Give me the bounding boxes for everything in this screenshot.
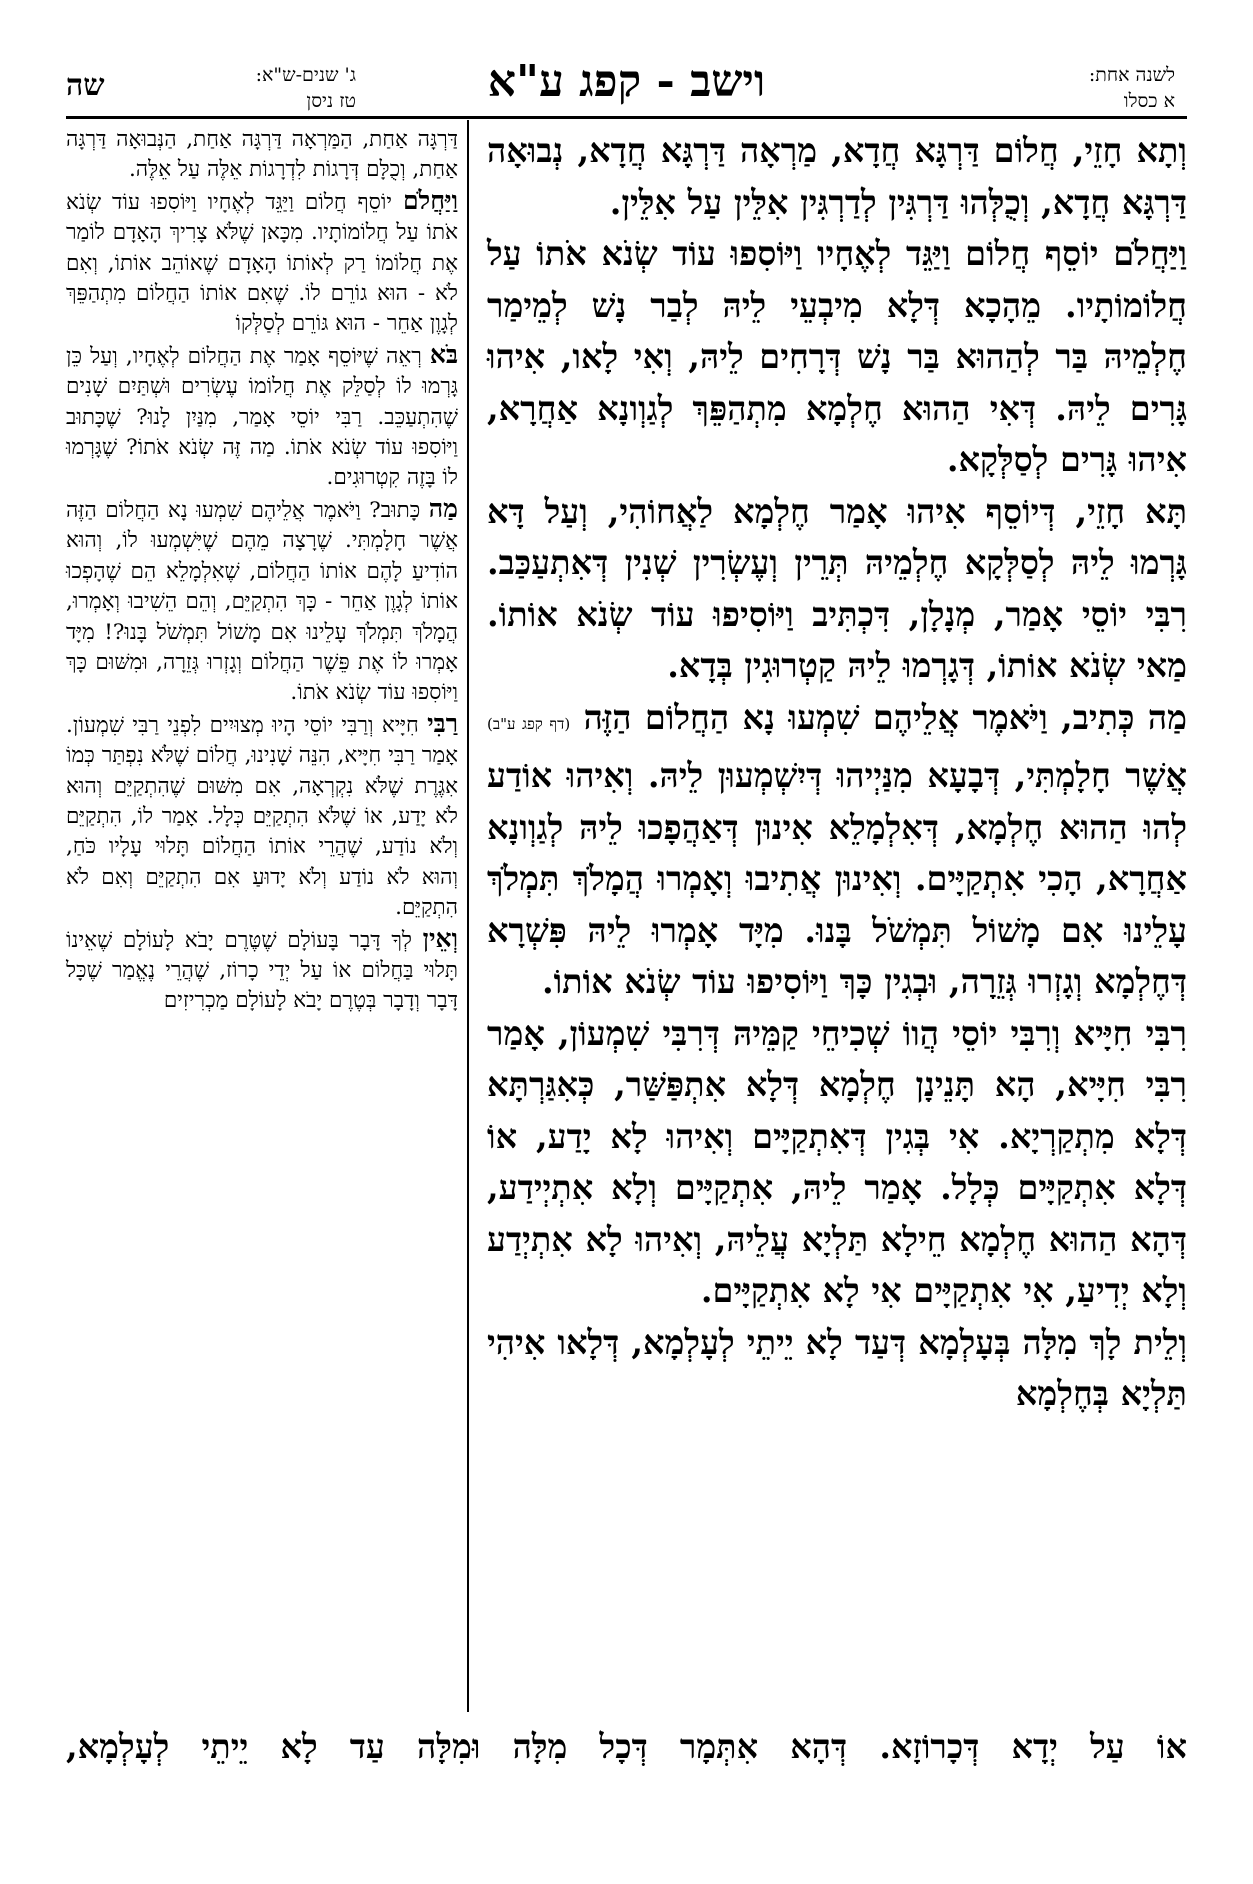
header-right-line1: לשנה אחת:: [1088, 64, 1175, 86]
translation-lead-word: וַיַּחֲלֹם: [402, 185, 458, 215]
translation-column: [66, 125, 458, 1715]
translation-paragraph-5: [66, 709, 458, 924]
main-paragraph-3: תָּא חָזֵי, דְּיוֹסֵף אִיהוּ אָמַר חֶלְמָא לַאֲחוֹהִי, וְעַל דָּא גָּרְמוּ לֵיהּ לְסַלְּקָא חֶלְמֵיהּ תְּרֵין וְעֶשְׂרִין שְׁנִין דְּאִתְעַכַּב. רִבִּי יוֹסֵי אָמַר, מְנָלָן, דִּכְתִּיב וַיּוֹסִיפוּ עוֹד שְׂנֹא אוֹתוֹ. מַאי שְׂנֹא אוֹתוֹ, דְּגָרְמוּ לֵיהּ קַטְרוּגִין בְּדָא.: [487, 491, 1187, 685]
translation-paragraph-4: [66, 494, 458, 709]
main-paragraph-6: וְלֵית לָךְ מִלָּה בְּעָלְמָא דְּעַד לָא יֵיתֵי לְעָלְמָא, דְּלָאו אִיהִי תַּלְיָא בְּחֶלְמָא: [487, 1322, 1188, 1413]
main-paragraph-4-start: מַה כְּתִיב, וַיֹּאמֶר אֲלֵיהֶם שִׁמְעוּ נָא הַחֲלוֹם הַזֶּה: [583, 697, 1187, 737]
main-paragraph-5: רִבִּי חִיָּיא וְרִבִּי יוֹסֵי הֲווֹ שְׁכִיחֵי קַמֵּיהּ דְּרִבִּי שִׁמְעוֹן, אָמַר רִבִּי חִיָּיא, הָא תָּנֵינָן חֶלְמָא דְּלָא אִתְפַּשַּׁר, כְּאִגַּרְתָּא דְּלָא מִתְקַרְיָא. אִי בְּגִין דְּאִתְקַיָּים וְאִיהוּ לָא יָדַע, אוֹ דְּלָא אִתְקַיָּים כְּלָל. אָמַר לֵיהּ, אִתְקַיָּים וְלָא אִתְיְידַע, דְּהָא הַהוּא חֶלְמָא חֵילָא תַּלְיָא עֲלֵיהּ, וְאִיהוּ לָא אִתְיְדַע וְלָא יְדִיעַ, אִי אִתְקַיָּים אִי לָא אִתְקַיָּים.: [487, 1013, 1187, 1310]
page-reference: (דף קפג ע"ב): [487, 714, 571, 733]
translation-paragraph-3: [66, 340, 458, 494]
column-divider: [467, 120, 469, 1712]
header-left-line2: טז ניסן: [306, 90, 356, 112]
main-paragraph-1: וְתָא חָזֵי, חֲלוֹם דַּרְגָּא חֲדָא, מַרְאָה דַּרְגָּא חֲדָא, נְבוּאָה דַּרְגָּא חֲדָא, וְכֻלְּהוּ דַּרְגִּין לְדַרְגִּין אִלֵּין עַל אִלֵּין.: [487, 131, 1187, 222]
translation-paragraph-6: [66, 924, 458, 1017]
main-paragraph-4-rest: אֲשֶׁר חָלָמְתִּי, דְּבָעָא מִנַּיְיהוּ דְּיִשְׁמְעוּן לֵיהּ. וְאִיהוּ אוֹדַע לְהוּ הַהוּא חֶלְמָא, דְּאִלְמָלֵא אִינוּן דְּאַהֲפָכוּ לֵיהּ לְגַוְונָא אַחֲרָא, הָכִי אִתְקַיָּים. וְאִינוּן אֲתִיבוּ וְאָמְרוּ הֲמָלֹךְ תִּמְלֹךְ עָלֵינוּ אִם מָשׁוֹל תִּמְשֹׁל בָּנוּ. מִיָּד אָמְרוּ לֵיהּ פִּשְׁרָא דְּחֶלְמָא וְגָזְרוּ גְּזֵרָה, וּבְגִין כָּךְ וַיּוֹסִיפוּ עוֹד שְׂנֹא אוֹתוֹ.: [487, 756, 1187, 1001]
translation-lead-word: רַבִּי: [427, 708, 458, 738]
page-title: וישב - קפג ע"א: [487, 56, 766, 107]
translation-text: לְךָ דָּבָר בָּעוֹלָם שֶׁטֶּרֶם יָבֹא לָעוֹלָם שֶׁאֵינוֹ תָּלוּי בַּחֲלוֹם אוֹ עַל יְדֵי כָרוֹז, שֶׁהֲרֵי נֶאֱמַר שֶׁכָּל דָּבָר וְדָבָר בְּטֶרֶם יָבֹא לָעוֹלָם מַכְרִיזִים: [66, 927, 458, 1014]
translation-lead-word: מַה: [428, 493, 458, 523]
main-paragraph-2: וַיַּחֲלֹם יוֹסֵף חֲלוֹם וַיַּגֵּד לְאֶחָיו וַיּוֹסִפוּ עוֹד שְׂנֹא אֹתוֹ עַל חֲלוֹמוֹתָיו. מֵהָכָא דְּלָא מִיבְעֵי לֵיהּ לְבַר נָשׁ לְמֵימַר חֶלְמֵיהּ בַּר לְהַהוּא בַּר נָשׁ דְּרָחִים לֵיהּ, וְאִי לָאו, אִיהוּ גָּרִים לֵיהּ. דְּאִי הַהוּא חֶלְמָא מִתְהַפֵּךְ לְגַוְונָא אַחֲרָא, אִיהוּ גָּרִים לְסַלְּקָא.: [487, 234, 1187, 479]
translation-text: כָּתוּב? וַיֹּאמֶר אֲלֵיהֶם שִׁמְעוּ נָא הַחֲלוֹם הַזֶּה אֲשֶׁר חָלָמְתִּי. שֶׁרָצָה מֵהֶם שֶׁיִּשְׁמְעוּ לוֹ, וְהוּא הוֹדִיעַ לָהֶם אוֹתוֹ הַחֲלוֹם, שֶׁאִלְמָלֵא הֵם שֶׁהָפְכוּ אוֹתוֹ לְגָוֶן אַחֵר - כָּךְ הִתְקַיֵּם, וְהֵם הֵשִׁיבוּ וְאָמְרוּ, הֲמָלֹךְ תִּמְלֹךְ עָלֵינוּ אִם מָשׁוֹל תִּמְשֹׁל בָּנוּ?! מִיָּד אָמְרוּ לוֹ אֶת פֵּשֶׁר הַחֲלוֹם וְגָזְרוּ גְּזֵרָה, וּמִשּׁוּם כָּךְ וַיּוֹסִפוּ עוֹד שְׂנֹא אֹתוֹ.: [66, 497, 458, 706]
header-left-block: [66, 62, 356, 118]
translation-paragraph-1: דַּרְגָּה אַחַת, הַמַּרְאָה דַּרְגָּה אַחַת, הַנְּבוּאָה דַּרְגָּה אַחַת, וְכֻלָּם דְּרָגוֹת לִדְרָגוֹת אֵלֶּה עַל אֵלֶּה.: [66, 127, 458, 183]
translation-text: חִיָּיא וְרַבִּי יוֹסֵי הָיוּ מְצוּיִים לִפְנֵי רַבִּי שִׁמְעוֹן. אָמַר רַבִּי חִיָּיא, הִנֵּה שָׁנִינוּ, חֲלוֹם שֶׁלֹּא נִפְתַּר כְּמוֹ אִגֶּרֶת שֶׁלֹּא נִקְרְאָה, אִם מִשּׁוּם שֶׁהִתְקַיֵּם וְהוּא לֹא יָדַע, אוֹ שֶׁלֹּא הִתְקַיֵּם כְּלָל. אָמַר לוֹ, הִתְקַיֵּם וְלֹא נוֹדַע, שֶׁהֲרֵי אוֹתוֹ הַחֲלוֹם תָּלוּי עָלָיו כֹּחַ, וְהוּא לֹא נוֹדַע וְלֹא יָדוּעַ אִם הִתְקַיֵּם וְאִם לֹא הִתְקַיֵּם.: [66, 712, 458, 921]
bottom-continuation-line: אוֹ עַל יְדָא דְּכָרוֹזָא. דְּהָא אִתְּמָר דְּכָל מִלָּה וּמִלָּה עַד לָא יֵיתֵי לְעָלְמָא,: [66, 1727, 1187, 1766]
header-divider: [66, 116, 1187, 119]
translation-lead-word: בֹּא: [429, 339, 458, 369]
page-number: שה: [66, 68, 105, 103]
header-left-line1: ג' שנים-ש"א:: [255, 64, 356, 86]
header-right-line2: א כסלו: [1123, 90, 1175, 112]
translation-text: רְאֵה שֶׁיּוֹסֵף אָמַר אֶת הַחֲלוֹם לְאֶחָיו, וְעַל כֵּן גָּרְמוּ לוֹ לְסַלֵּק אֶת חֲלוֹמוֹ עֶשְׂרִים וּשְׁתַּיִם שָׁנִים שֶׁהִתְעַכֵּב. רַבִּי יוֹסֵי אָמַר, מִנַּיִן לָנוּ? שֶׁכָּתוּב וַיּוֹסִפוּ עוֹד שְׂנֹא אֹתוֹ. מַה זֶּה שְׂנֹא אֹתוֹ? שֶׁגָּרְמוּ לוֹ בָּזֶה קִטְרוּגִים.: [66, 343, 458, 491]
main-text-column: [487, 125, 1187, 1720]
translation-paragraph-2: [66, 186, 458, 340]
translation-text: יוֹסֵף חֲלוֹם וַיַּגֵּד לְאֶחָיו וַיּוֹסִפוּ עוֹד שְׂנֹא אֹתוֹ עַל חֲלוֹמוֹתָיו. מִכָּאן שֶׁלֹּא צָרִיךְ הָאָדָם לוֹמַר אֶת חֲלוֹמוֹ רַק לְאוֹתוֹ הָאָדָם שֶׁאוֹהֵב אוֹתוֹ, וְאִם לֹא - הוּא גוֹרֵם לוֹ. שֶׁאִם אוֹתוֹ הַחֲלוֹם מִתְהַפֵּךְ לְגָוֶן אַחֵר - הוּא גּוֹרֵם לְסַלְּקוֹ: [66, 189, 458, 337]
header-left-date: [136, 62, 356, 114]
translation-lead-word: וְאֵין: [422, 923, 458, 953]
main-paragraph-4: [487, 692, 1187, 1008]
